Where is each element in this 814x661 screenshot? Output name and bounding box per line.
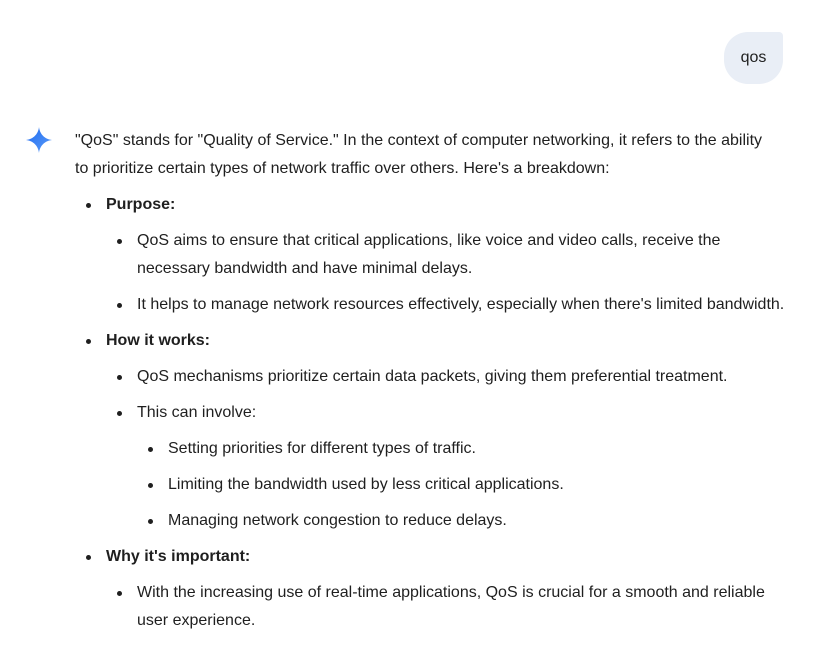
response-outline <box>75 191 795 635</box>
list-item <box>106 363 795 391</box>
section-heading: How it works: <box>106 332 211 349</box>
sub-list-item-text: Limiting the bandwidth used by less critical applications. <box>168 476 564 493</box>
section-items <box>106 363 795 535</box>
response-intro: "QoS" stands for "Quality of Service." In the context of computer networking, it refers to the ability to prioritize certain types of network traffic over others. Here's a breakdown: <box>75 132 763 177</box>
list-item <box>106 227 795 283</box>
sub-list-item <box>137 471 795 499</box>
bullet <box>148 483 153 488</box>
list-item-text: This can involve: <box>137 404 257 421</box>
bullet <box>86 203 91 208</box>
section-items <box>106 579 795 635</box>
sub-list-item-text: Setting priorities for different types of traffic. <box>168 440 476 457</box>
list-item-text: QoS mechanisms prioritize certain data packets, giving them preferential treatment. <box>137 368 728 385</box>
section-heading: Why it's important: <box>106 548 251 565</box>
section-how-it-works <box>75 327 795 535</box>
gemini-spark-icon <box>26 127 52 153</box>
list-item <box>106 399 795 535</box>
section-why-important <box>75 543 795 635</box>
list-item-text: With the increasing use of real-time applications, QoS is crucial for a smooth and reliable user experience. <box>137 584 765 629</box>
assistant-response <box>75 127 795 643</box>
list-item-text: It helps to manage network resources effectively, especially when there's limited bandwidth. <box>137 296 785 313</box>
bullet <box>117 411 122 416</box>
user-message-bubble <box>724 32 783 84</box>
user-message-text: qos <box>740 49 767 66</box>
sub-items <box>137 435 795 535</box>
list-item <box>106 579 795 635</box>
section-heading: Purpose: <box>106 196 176 213</box>
sub-list-item <box>137 435 795 463</box>
section-purpose <box>75 191 795 319</box>
bullet <box>148 519 153 524</box>
bullet <box>86 339 91 344</box>
sub-list-item <box>137 507 795 535</box>
bullet <box>117 303 122 308</box>
bullet <box>86 555 91 560</box>
bullet <box>117 375 122 380</box>
bullet <box>117 239 122 244</box>
list-item <box>106 291 795 319</box>
bullet <box>148 447 153 452</box>
sub-list-item-text: Managing network congestion to reduce delays. <box>168 512 507 529</box>
list-item-text: QoS aims to ensure that critical applications, like voice and video calls, receive the necessary bandwidth and have minimal delays. <box>137 232 721 277</box>
bullet <box>117 591 122 596</box>
section-items <box>106 227 795 319</box>
